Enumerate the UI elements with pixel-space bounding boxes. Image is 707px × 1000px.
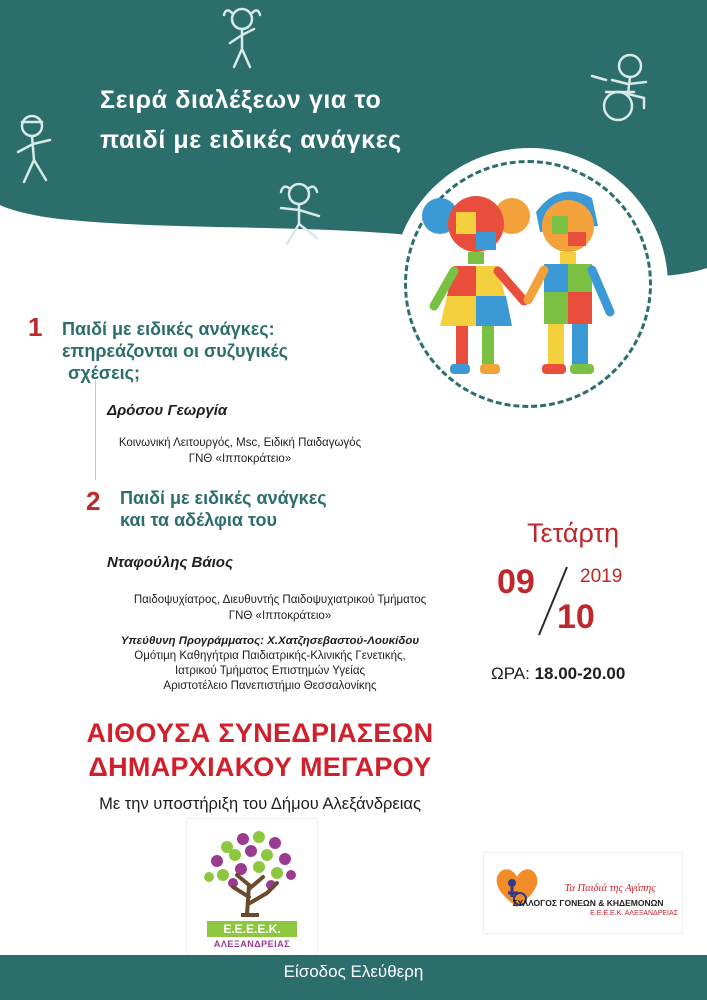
responsible-heading: Υπεύθυνη Προγράμματος: Χ.Χατζησεβαστού-Λουκίδου: [120, 635, 420, 647]
talk-1-role-line: Κοινωνική Λειτουργός, Msc, Ειδική Παιδαγωγός: [118, 437, 362, 449]
parents-logo-line3: Ε.Ε.Ε.Ε.Κ. ΑΛΕΞΑΝΔΡΕΙΑΣ: [590, 910, 678, 917]
event-time: [491, 664, 625, 684]
talk-1-role-line: ΓΝΘ «Ιπποκράτειο»: [188, 453, 292, 465]
program-responsible: [80, 634, 460, 694]
footer-text: Είσοδος Ελεύθερη: [283, 962, 424, 981]
event-day: Τετάρτη: [527, 518, 620, 548]
parents-association-logo: [483, 852, 683, 934]
talk-1-title-line: σχέσεις;: [68, 363, 141, 383]
time-label: ΩΡΑ:: [491, 664, 530, 683]
child-doodle-middle-icon: [273, 180, 329, 250]
support-text: Με την υποστήριξη του Δήμου Αλεξάνδρειας: [99, 795, 421, 813]
talk-1-title-line: Παιδί με ειδικές ανάγκες:: [62, 319, 275, 339]
talk-1-title-line: επηρεάζονται οι συζυγικές: [62, 341, 289, 361]
child-doodle-left-icon: [12, 112, 57, 188]
event-date-month: 10: [557, 598, 595, 636]
talk-1-number: 1: [28, 312, 43, 342]
talk-2-speaker: Νταφούλης Βάιος: [107, 554, 233, 571]
title-line-2: παιδί με ειδικές ανάγκες: [100, 126, 402, 154]
talk-2-title-line: και τα αδέλφια του: [120, 510, 277, 530]
puzzle-children-illustration: [420, 176, 635, 391]
talk-1-speaker: Δρόσου Γεωργία: [107, 402, 228, 419]
eeeek-logo-line1: Ε.Ε.Ε.Ε.Κ.: [207, 921, 297, 937]
venue-line: ΑΙΘΟΥΣΑ ΣΥΝΕΔΡΙΑΣΕΩΝ: [86, 718, 434, 748]
talk-2-title-line: Παιδί με ειδικές ανάγκες: [120, 488, 327, 508]
venue-line: ΔΗΜΑΡΧΙΑΚΟΥ ΜΕΓΑΡΟΥ: [88, 752, 432, 782]
page-title: [100, 80, 402, 160]
eeeek-logo-line2: ΑΛΕΞΑΝΔΡΕΙΑΣ: [213, 939, 291, 949]
talk-1-role: [90, 435, 390, 467]
parents-logo-line2: ΣΥΛΛΟΓΟΣ ΓΟΝΕΩΝ & ΚΗΔΕΜΟΝΩΝ: [512, 898, 664, 908]
responsible-line: Αριστοτέλειο Πανεπιστήμιο Θεσσαλονίκης: [163, 680, 377, 692]
responsible-line: Ομότιμη Καθηγήτρια Παιδιατρικής-Κλινικής Γενετικής,: [134, 650, 406, 662]
talk-2-role: [85, 592, 475, 624]
event-year: 2019: [580, 566, 623, 587]
responsible-line: Ιατρικού Τμήματος Επιστημών Υγείας: [174, 665, 366, 677]
wheelchair-child-doodle-icon: [588, 52, 658, 124]
eeeek-logo: [186, 818, 318, 958]
talk-2-role-line: ΓΝΘ «Ιπποκράτειο»: [228, 610, 332, 622]
talk-2-role-line: Παιδοψυχίατρος, Διευθυντής Παιδοψυχιατρικού Τμήματος: [133, 594, 427, 606]
child-doodle-top-icon: [220, 5, 265, 75]
talk-1-title: [62, 318, 288, 384]
parents-logo-line1: Τα Παιδιά της Αγάπης: [564, 883, 656, 894]
talk-2-title: [120, 487, 327, 531]
tree-logo-icon: [187, 823, 317, 919]
title-line-1: Σειρά διαλέξεων για το: [100, 86, 382, 114]
venue: [0, 716, 520, 784]
time-value: 18.00-20.00: [534, 664, 626, 683]
talk-2-number: 2: [86, 486, 101, 516]
event-date-day: 09: [497, 563, 535, 601]
